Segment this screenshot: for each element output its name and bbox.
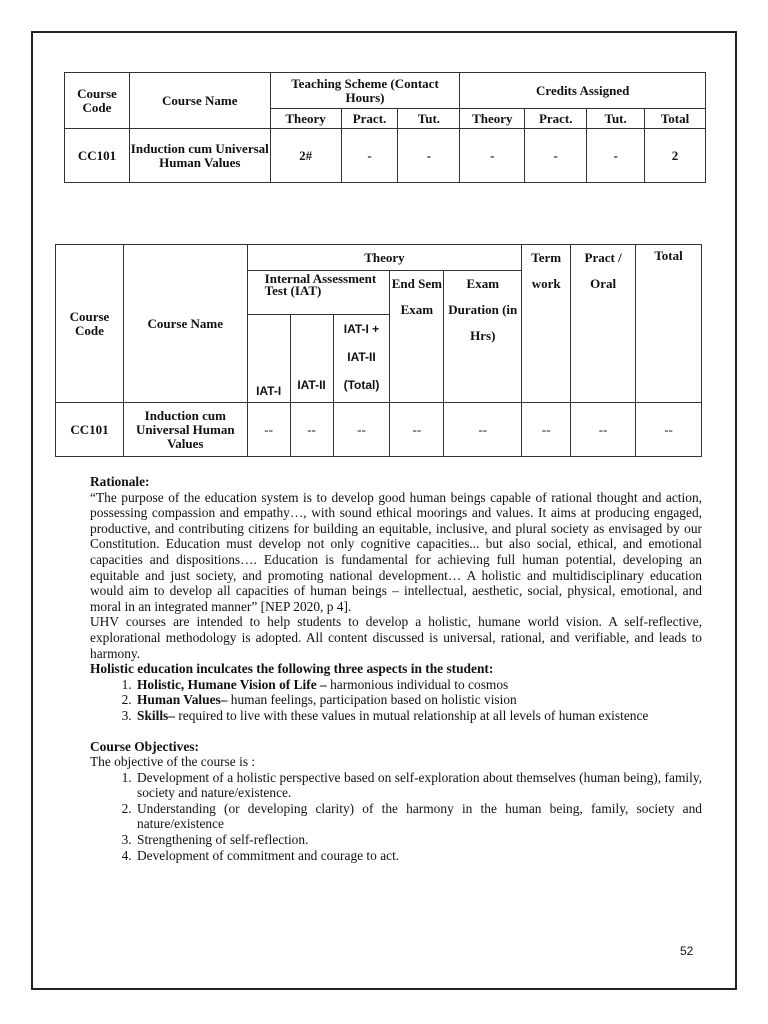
t1-sub-theory: Theory — [270, 109, 341, 129]
t2-header-iat1: IAT-I — [247, 315, 290, 403]
t2-header-course-name: Course Name — [123, 245, 247, 403]
list-item: 2. Understanding (or developing clarity) of the harmony in the human being, family, society and nature/existence — [135, 801, 702, 832]
t1-sub-credit-total: Total — [645, 109, 706, 129]
t2-cell-duration: -- — [444, 403, 522, 457]
t2-header-iat: Internal Assessment Test (IAT) — [247, 271, 390, 315]
list-item — [135, 708, 702, 724]
t2-cell-pract-oral: -- — [571, 403, 636, 457]
t1-cell-code: CC101 — [65, 129, 130, 183]
t1-cell-credit-tut: - — [587, 129, 645, 183]
t2-header-course-code: Course Code — [56, 245, 124, 403]
aspect-title: Holistic, Humane Vision of Life – — [137, 676, 327, 692]
t2-cell-name: Induction cum Universal Human Values — [123, 403, 247, 457]
t1-sub-credit-pract: Pract. — [525, 109, 587, 129]
t2-header-iat2: IAT-II — [290, 315, 333, 403]
examination-scheme-table — [55, 244, 702, 457]
page-number: 52 — [680, 944, 694, 958]
aspect-text: human feelings, participation based on holistic vision — [227, 692, 517, 708]
t1-sub-credit-tut: Tut. — [587, 109, 645, 129]
objectives-list — [90, 770, 702, 864]
t2-cell-iat2: -- — [290, 403, 333, 457]
t2-header-term-work: Term work — [522, 245, 571, 403]
aspect-text: harmonious individual to cosmos — [326, 676, 509, 692]
t1-header-credits: Credits Assigned — [460, 73, 706, 109]
t2-header-exam-duration: Exam Duration (in Hrs) — [444, 271, 522, 403]
course-content — [90, 474, 702, 863]
t1-sub-tut: Tut. — [398, 109, 460, 129]
holistic-heading: Holistic education inculcates the following three aspects in the student: — [90, 661, 494, 677]
t1-cell-credit-theory: - — [460, 129, 525, 183]
uhv-paragraph: UHV courses are intended to help students to develop a holistic, humane world vision. A self-reflective, explorational methodology is adopted. All content discussed is universal, rational, and verifiable, and leads to harmony. — [90, 614, 702, 661]
t1-cell-name: Induction cum Universal Human Values — [129, 129, 270, 183]
list-item: 1. Development of a holistic perspective based on self-exploration about themselves (human being), family, society and nature/existence. — [135, 770, 702, 801]
t2-cell-end-sem: -- — [390, 403, 444, 457]
aspect-title: Human Values– — [137, 692, 228, 708]
list-item — [135, 677, 702, 693]
objectives-heading: Course Objectives: — [90, 738, 199, 754]
t1-sub-pract: Pract. — [341, 109, 398, 129]
list-item: 4. Development of commitment and courage to act. — [135, 848, 702, 864]
t1-header-course-name: Course Name — [129, 73, 270, 129]
rationale-heading: Rationale: — [90, 474, 150, 489]
objectives-intro: The objective of the course is : — [90, 754, 256, 770]
t1-header-teaching-scheme: Teaching Scheme (Contact Hours) — [270, 73, 460, 109]
t2-header-total: Total — [636, 245, 702, 403]
t2-cell-term-work: -- — [522, 403, 571, 457]
t2-cell-code: CC101 — [56, 403, 124, 457]
t2-header-theory: Theory — [247, 245, 522, 271]
t2-cell-iat1: -- — [247, 403, 290, 457]
t1-cell-credit-pract: - — [525, 129, 587, 183]
aspect-title: Skills– — [137, 707, 175, 723]
t1-sub-credit-theory: Theory — [460, 109, 525, 129]
t2-cell-iat-total: -- — [333, 403, 390, 457]
aspect-text: required to live with these values in mutual relationship at all levels of human existence — [174, 707, 649, 723]
aspects-list — [90, 677, 702, 724]
list-item — [135, 692, 702, 708]
teaching-scheme-table — [64, 72, 706, 183]
t2-header-iat-total: IAT-I + IAT-II (Total) — [333, 315, 390, 403]
t2-cell-total: -- — [636, 403, 702, 457]
list-item: 3. Strengthening of self-reflection. — [135, 832, 702, 848]
t1-cell-pract: - — [341, 129, 398, 183]
t2-header-end-sem: End Sem Exam — [390, 271, 444, 403]
t1-header-course-code: Course Code — [65, 73, 130, 129]
t2-header-pract-oral: Pract / Oral — [571, 245, 636, 403]
t1-cell-credit-total: 2 — [645, 129, 706, 183]
rationale-quote: “The purpose of the education system is to develop good human beings capable of rational thought and action, possessing compassion and empathy…, with sound ethical moorings and values. It aims at producing engaged, productive, and contributing citizens for building an equitable, inclusive, and plural society as envisaged by our Constitution. Education must develop not only cognitive capacities... but also social, ethical, and emotional capacities and dispositions…. Education is fundamental for achieving full human potential, developing an equitable and just society, and promoting national development… A holistic and multidisciplinary education would aim to develop all capacities of human beings – intellectual, aesthetic, social, physical, emotional, and moral in an integrated manner” [NEP 2020, p 4]. — [90, 489, 702, 614]
t1-cell-theory: 2# — [270, 129, 341, 183]
t1-cell-tut: - — [398, 129, 460, 183]
